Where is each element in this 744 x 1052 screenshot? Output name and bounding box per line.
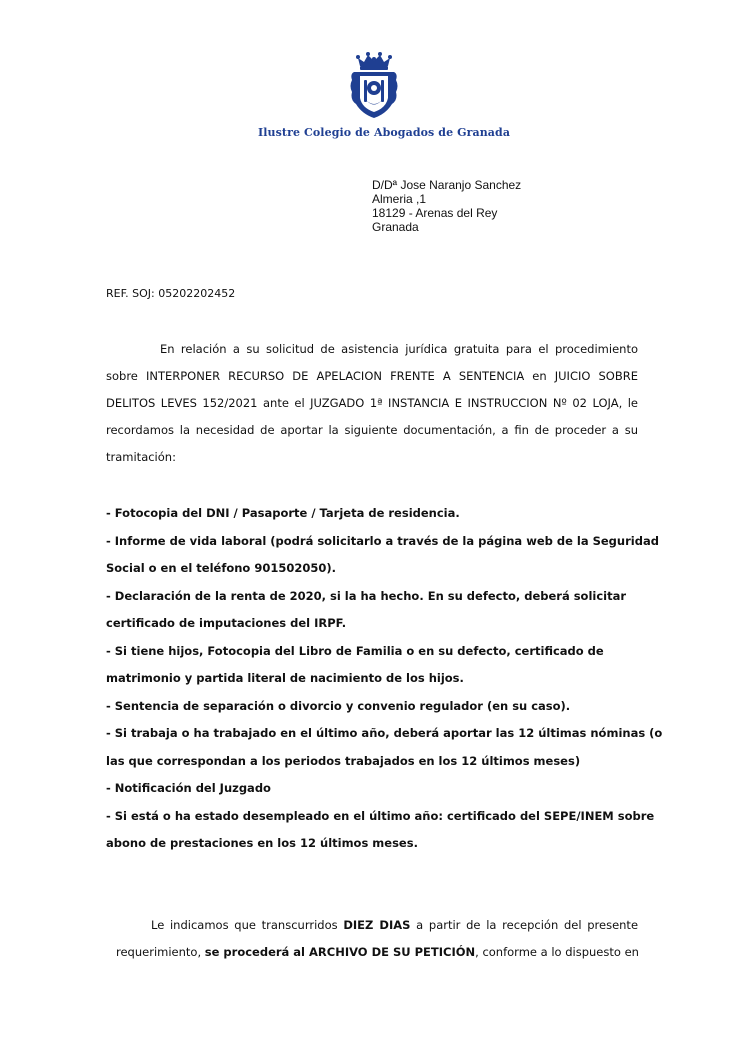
requirements-list [106,500,663,858]
reference-number: REF. SOJ: 05202202452 [106,287,236,300]
list-item: - Si está o ha estado desempleado en el último año: certificado del SEPE/INEM sobre [106,808,655,823]
paragraph-line: En relación a su solicitud de asistencia jurídica gratuita para el procedimiento [160,342,638,356]
text-segment: a partir de la recepción del presente [416,918,639,932]
list-item: - Declaración de la renta de 2020, si la ha hecho. En su defecto, deberá solicitar [106,588,627,603]
paragraph-line: recordamos la necesidad de aportar la siguiente documentación, a fin de proceder a su [106,423,638,437]
paragraph-line [106,939,638,966]
intro-paragraph [106,336,638,471]
recipient-address [372,178,521,234]
address-line: Almeria ,1 [372,192,427,206]
list-item: certificado de imputaciones del IRPF. [106,616,347,630]
address-line: Granada [372,220,419,234]
list-item: matrimonio y partida literal de nacimiento de los hijos. [106,671,464,685]
list-item: - Si trabaja o ha trabajado en el último año, deberá aportar las 12 últimas nóminas (o [106,726,663,740]
text-segment: , conforme a lo dispuesto en [475,945,639,959]
coat-of-arms-icon [346,52,402,122]
closing-paragraph [106,912,638,966]
college-name: Ilustre Colegio de Abogados de Granada [258,126,511,139]
list-item: Social o en el teléfono 901502050). [106,561,336,575]
paragraph-line: sobre INTERPONER RECURSO DE APELACION FRENTE A SENTENCIA en JUICIO SOBRE [106,369,638,383]
address-line: 18129 - Arenas del Rey [372,206,498,220]
list-item: - Si tiene hijos, Fotocopia del Libro de Familia o en su defecto, certificado de [106,643,604,658]
paragraph-line: tramitación: [106,450,176,464]
archive-warning-text: se procederá al ARCHIVO DE SU PETICIÓN [204,945,476,959]
list-item: abono de prestaciones en los 12 últimos meses. [106,836,418,850]
text-segment: Le indicamos que transcurridos [151,918,338,932]
list-item: - Fotocopia del DNI / Pasaporte / Tarjeta de residencia. [106,506,460,520]
list-item: - Sentencia de separación o divorcio y convenio regulador (en su caso). [106,698,571,713]
deadline-text: DIEZ DIAS [343,918,411,932]
paragraph-line [106,912,638,939]
list-item: - Notificación del Juzgado [106,781,271,795]
list-item: las que correspondan a los periodos trabajados en los 12 últimos meses) [106,753,581,768]
college-logo [258,52,511,146]
address-line: D/Dª Jose Naranjo Sanchez [372,178,522,192]
text-segment: requerimiento, [116,945,202,959]
list-item: - Informe de vida laboral (podrá solicitarlo a través de la página web de la Seguridad [106,533,659,548]
paragraph-line: DELITOS LEVES 152/2021 ante el JUZGADO 1ª INSTANCIA E INSTRUCCION Nº 02 LOJA, le [106,396,638,410]
